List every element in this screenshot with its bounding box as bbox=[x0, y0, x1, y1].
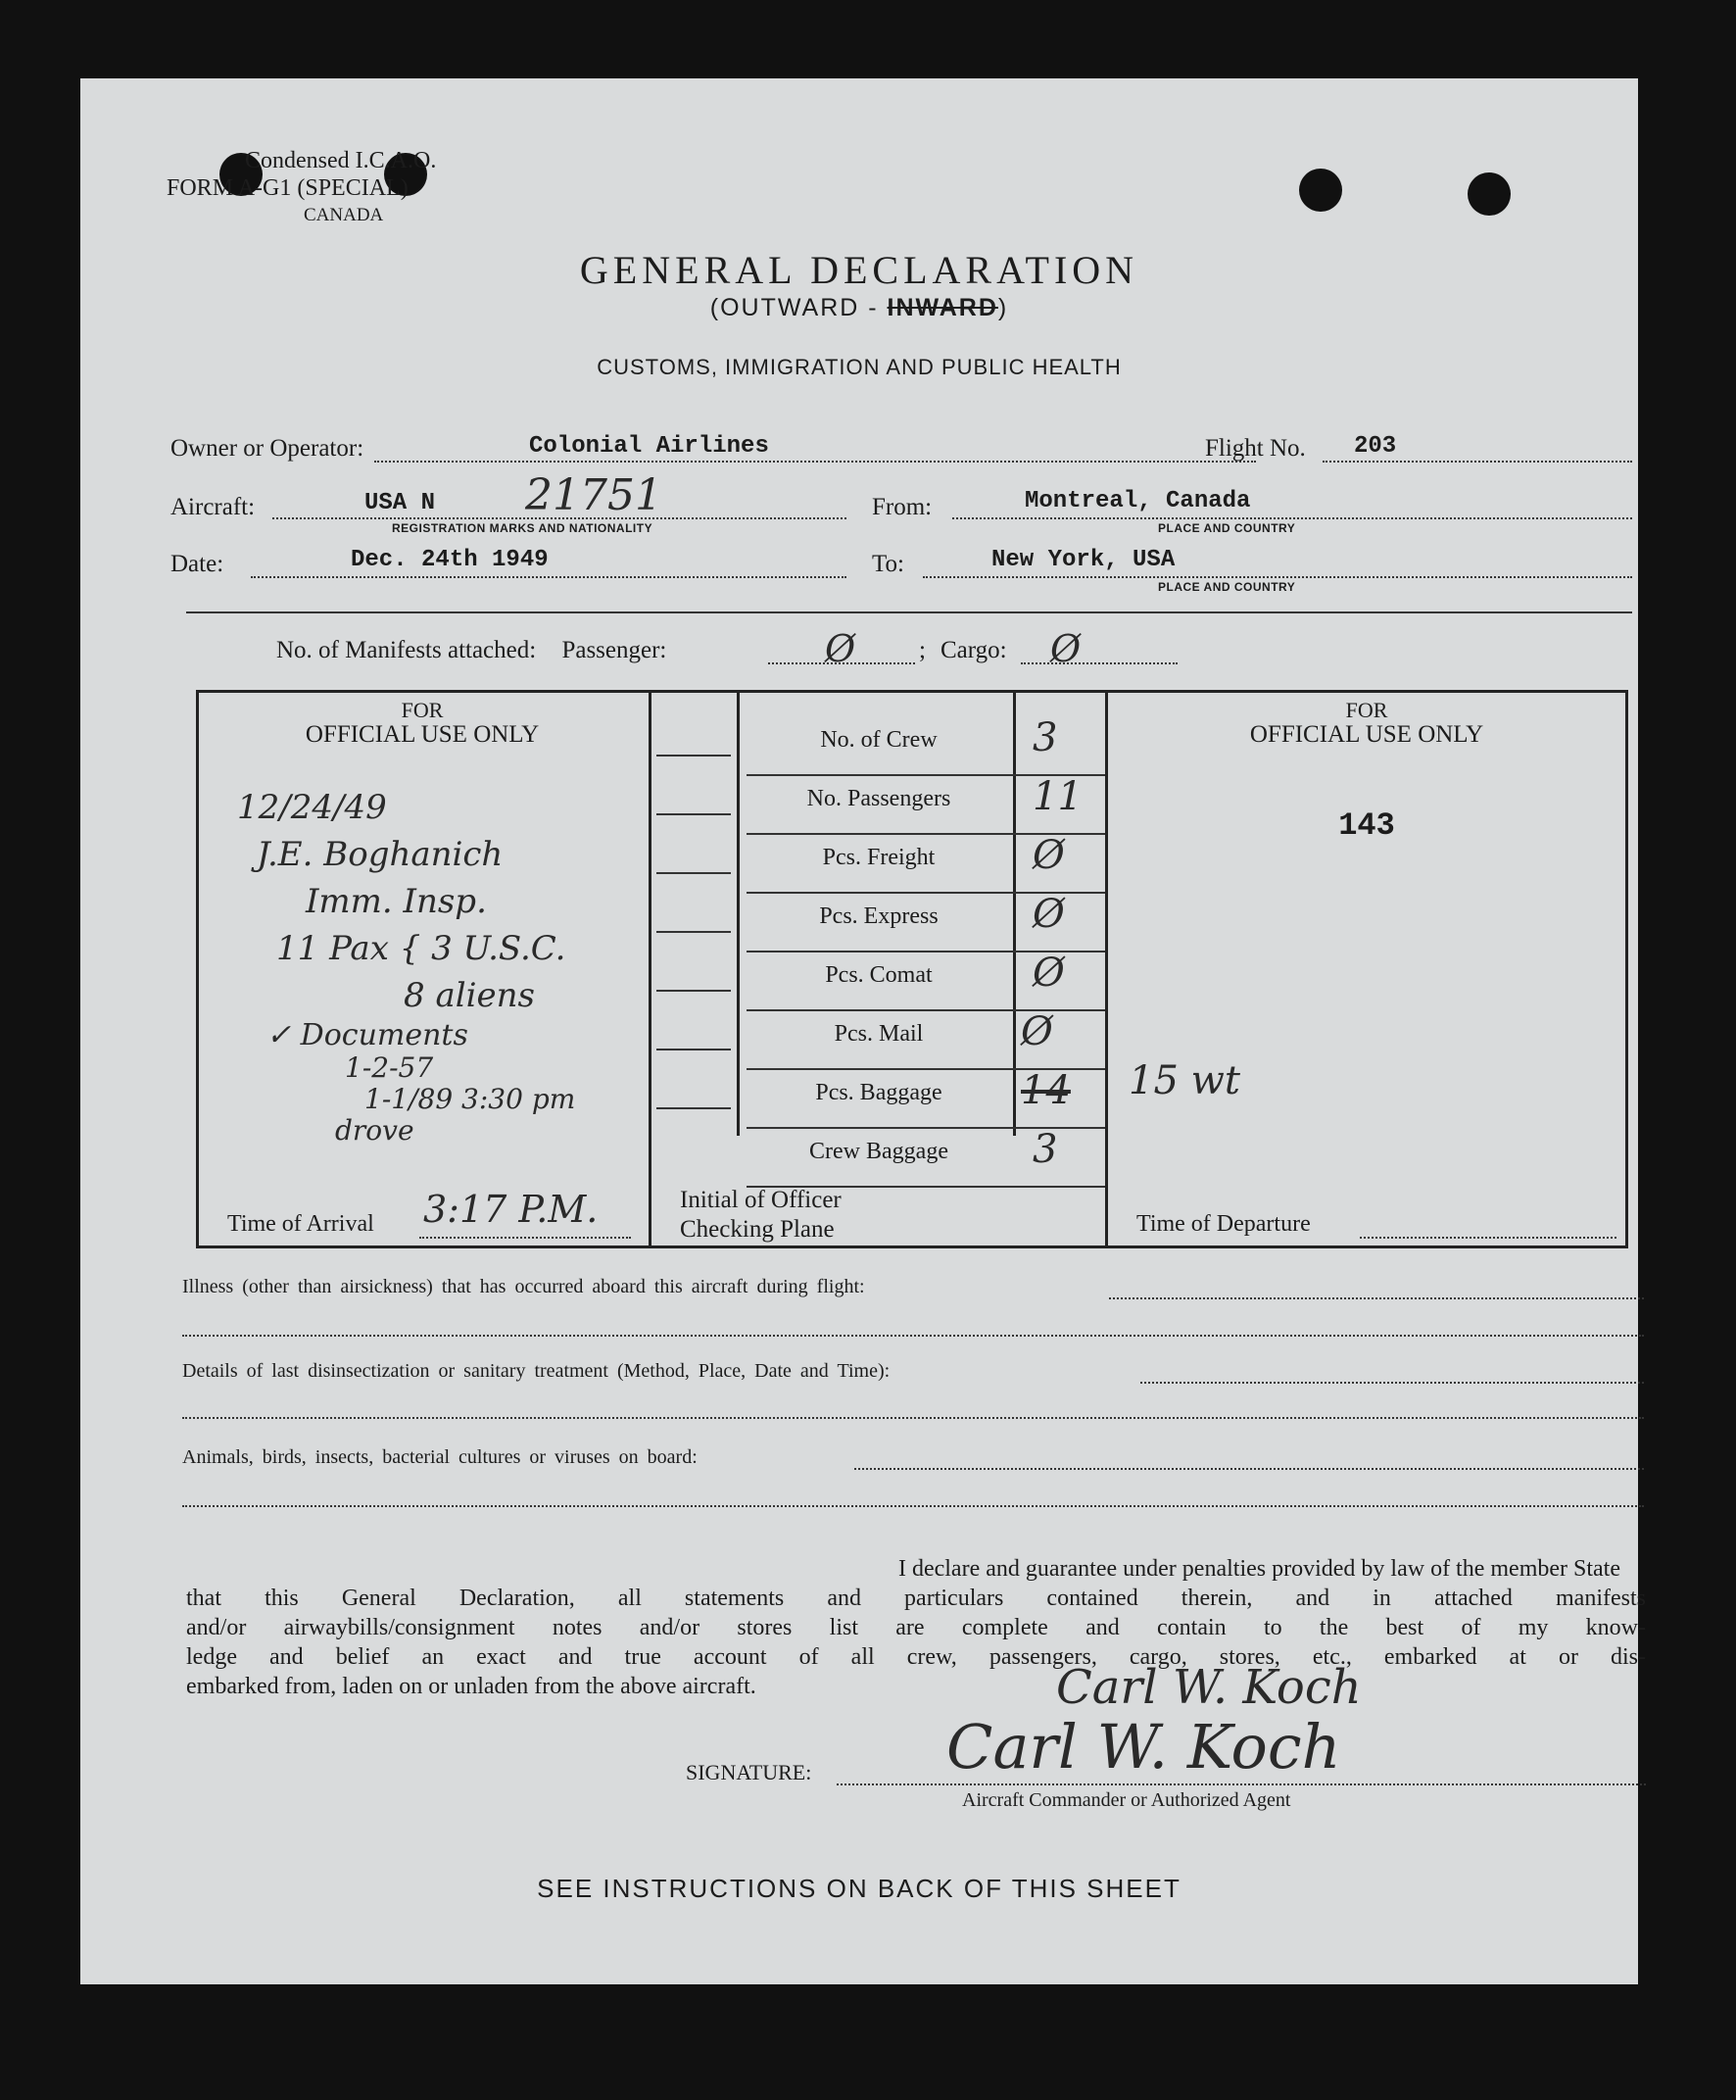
tick-line bbox=[656, 1107, 731, 1109]
illness-underline-2 bbox=[182, 1335, 1644, 1337]
count-label: Pcs. Express bbox=[819, 903, 939, 929]
hand-line: ✓ Documents bbox=[266, 1018, 468, 1052]
count-label: Pcs. Comat bbox=[825, 962, 933, 988]
divider bbox=[186, 611, 1632, 613]
count-row bbox=[747, 774, 1105, 835]
initial-label-1: Initial of Officer bbox=[680, 1187, 842, 1213]
tick-line bbox=[656, 872, 731, 874]
count-label: No. Passengers bbox=[806, 786, 951, 811]
hand-line: 8 aliens bbox=[404, 976, 535, 1015]
count-label: Pcs. Baggage bbox=[815, 1080, 942, 1105]
count-label: No. of Crew bbox=[820, 727, 938, 753]
declaration-line: and/or airwaybills/consignment notes and/or stores list are complete and contain to the best of my know- bbox=[186, 1615, 1646, 1640]
page-title: GENERAL DECLARATION bbox=[579, 248, 1139, 292]
count-row bbox=[747, 1009, 1105, 1070]
departure-underline bbox=[1360, 1237, 1616, 1239]
disinsect-underline bbox=[1140, 1382, 1644, 1384]
count-row bbox=[747, 1068, 1105, 1129]
illness-underline bbox=[1109, 1297, 1644, 1299]
official-right-number: 143 bbox=[1338, 807, 1395, 844]
declaration-text bbox=[186, 1554, 1646, 1701]
official-right-for: FOR bbox=[1345, 698, 1388, 722]
count-value: 3 bbox=[1033, 1127, 1058, 1172]
form-line-1: Condensed I.C.A.O. bbox=[245, 148, 437, 173]
initial-label-2: Checking Plane bbox=[680, 1216, 835, 1243]
grid-divider bbox=[737, 690, 740, 1136]
declaration-line: that this General Declaration, all statements and particulars contained therein, and in attached manifests bbox=[186, 1586, 1646, 1611]
initial-officer bbox=[680, 1186, 842, 1245]
official-left-for: FOR bbox=[401, 698, 444, 722]
count-row bbox=[747, 951, 1105, 1011]
owner-value: Colonial Airlines bbox=[529, 433, 769, 460]
declaration-form bbox=[80, 78, 1646, 1984]
date-label: Date: bbox=[170, 551, 224, 577]
hand-line: 11 Pax { 3 U.S.C. bbox=[276, 929, 566, 968]
count-value: Ø bbox=[1033, 833, 1065, 878]
tick-line bbox=[656, 931, 731, 933]
disinsect-underline-2 bbox=[182, 1417, 1644, 1419]
date-underline bbox=[251, 576, 846, 578]
signature-caption: Aircraft Commander or Authorized Agent bbox=[962, 1789, 1291, 1811]
aircraft-caption: REGISTRATION MARKS AND NATIONALITY bbox=[392, 521, 653, 535]
animals-label: Animals, birds, insects, bacterial cultures or viruses on board: bbox=[182, 1446, 698, 1468]
hand-line: drove bbox=[335, 1114, 414, 1147]
disinsect-label: Details of last disinsectization or sanitary treatment (Method, Place, Date and Time): bbox=[182, 1360, 891, 1382]
cargo-manifest-underline bbox=[1021, 662, 1178, 664]
count-value: Ø bbox=[1033, 892, 1065, 937]
tick-line bbox=[656, 755, 731, 757]
direction-close: ) bbox=[997, 294, 1009, 321]
declaration-line: embarked from, laden on or unladen from the above aircraft. bbox=[186, 1674, 756, 1699]
form-line-2: FORM A-G1 (SPECIAL) bbox=[167, 175, 409, 201]
cargo-manifest-value: Ø bbox=[1050, 627, 1082, 670]
cargo-manifest-label: Cargo: bbox=[940, 637, 1007, 663]
manifests-sep: ; bbox=[919, 637, 926, 663]
count-value: 14 bbox=[1021, 1068, 1071, 1113]
count-row bbox=[747, 1127, 1105, 1188]
direction-outward: (OUTWARD - bbox=[709, 294, 888, 321]
signature-handwritten-2: Carl W. Koch bbox=[946, 1711, 1341, 1783]
aircraft-handwritten: 21751 bbox=[525, 470, 662, 520]
passenger-manifest-value: Ø bbox=[825, 627, 856, 670]
arrival-value: 3:17 P.M. bbox=[423, 1188, 599, 1231]
signature-handwritten-1: Carl W. Koch bbox=[1056, 1660, 1362, 1715]
aircraft-label: Aircraft: bbox=[170, 494, 256, 520]
hand-line: J.E. Boghanich bbox=[257, 835, 504, 874]
arrival-label: Time of Arrival bbox=[227, 1211, 374, 1237]
direction-struck: INWARD bbox=[887, 294, 998, 321]
hand-line: 1-2-57 bbox=[345, 1051, 434, 1084]
manifests bbox=[276, 637, 666, 664]
subtitle: CUSTOMS, IMMIGRATION AND PUBLIC HEALTH bbox=[597, 355, 1122, 379]
count-value: Ø bbox=[1033, 951, 1065, 996]
count-label: Pcs. Freight bbox=[822, 845, 936, 870]
animals-underline-2 bbox=[182, 1505, 1644, 1507]
tick-line bbox=[656, 990, 731, 992]
illness-label: Illness (other than airsickness) that has occurred aboard this aircraft during flight: bbox=[182, 1276, 865, 1297]
tick-line bbox=[656, 813, 731, 815]
to-value: New York, USA bbox=[991, 547, 1176, 573]
official-left-heading: OFFICIAL USE ONLY bbox=[305, 721, 540, 748]
flight-label: Flight No. bbox=[1205, 435, 1306, 462]
baggage-note: 15 wt bbox=[1129, 1058, 1240, 1103]
hand-line: 1-1/89 3:30 pm bbox=[364, 1083, 576, 1115]
from-value: Montreal, Canada bbox=[1025, 488, 1251, 514]
count-value: 3 bbox=[1033, 715, 1058, 760]
count-row bbox=[747, 892, 1105, 952]
manifests-label: No. of Manifests attached: bbox=[276, 637, 537, 663]
aircraft-value: USA N bbox=[364, 490, 436, 516]
grid-divider bbox=[1105, 690, 1108, 1248]
departure-label: Time of Departure bbox=[1136, 1211, 1311, 1237]
owner-label: Owner or Operator: bbox=[170, 435, 364, 462]
signature-label: SIGNATURE: bbox=[686, 1760, 812, 1784]
flight-underline bbox=[1323, 461, 1632, 463]
animals-underline bbox=[854, 1468, 1644, 1470]
count-row bbox=[747, 715, 1105, 776]
count-label: Pcs. Mail bbox=[834, 1021, 924, 1047]
punch-hole bbox=[1468, 172, 1511, 216]
declaration-line: I declare and guarantee under penalties provided by law of the member State bbox=[897, 1556, 1620, 1582]
from-underline bbox=[952, 517, 1632, 519]
to-caption: PLACE AND COUNTRY bbox=[1158, 580, 1296, 594]
footer-instructions: SEE INSTRUCTIONS ON BACK OF THIS SHEET bbox=[537, 1874, 1181, 1903]
arrival-underline bbox=[419, 1237, 631, 1239]
passenger-manifest-label: Passenger: bbox=[561, 637, 667, 663]
grid-divider bbox=[649, 690, 651, 1248]
from-label: From: bbox=[872, 494, 933, 520]
count-value: 11 bbox=[1033, 774, 1083, 819]
signature-underline bbox=[837, 1783, 1646, 1785]
count-row bbox=[747, 833, 1105, 894]
to-label: To: bbox=[872, 551, 904, 577]
count-label: Crew Baggage bbox=[809, 1139, 948, 1164]
date-value: Dec. 24th 1949 bbox=[351, 547, 549, 573]
hand-line: 12/24/49 bbox=[237, 788, 387, 827]
owner-underline bbox=[374, 461, 1256, 463]
flight-value: 203 bbox=[1354, 433, 1397, 460]
from-caption: PLACE AND COUNTRY bbox=[1158, 521, 1296, 535]
punch-hole bbox=[1299, 169, 1342, 212]
form-number bbox=[167, 147, 436, 229]
count-value: Ø bbox=[1021, 1009, 1053, 1054]
tick-line bbox=[656, 1049, 731, 1050]
official-left-notes bbox=[237, 784, 649, 1147]
form-country: CANADA bbox=[304, 205, 384, 225]
declaration-line: ledge and belief an exact and true account of all crew, passengers, cargo, stores, etc., embarked at or dis- bbox=[186, 1644, 1646, 1670]
hand-line: Imm. Insp. bbox=[306, 882, 487, 921]
direction bbox=[80, 294, 1638, 322]
to-underline bbox=[923, 576, 1632, 578]
official-right-heading: OFFICIAL USE ONLY bbox=[1249, 721, 1484, 748]
